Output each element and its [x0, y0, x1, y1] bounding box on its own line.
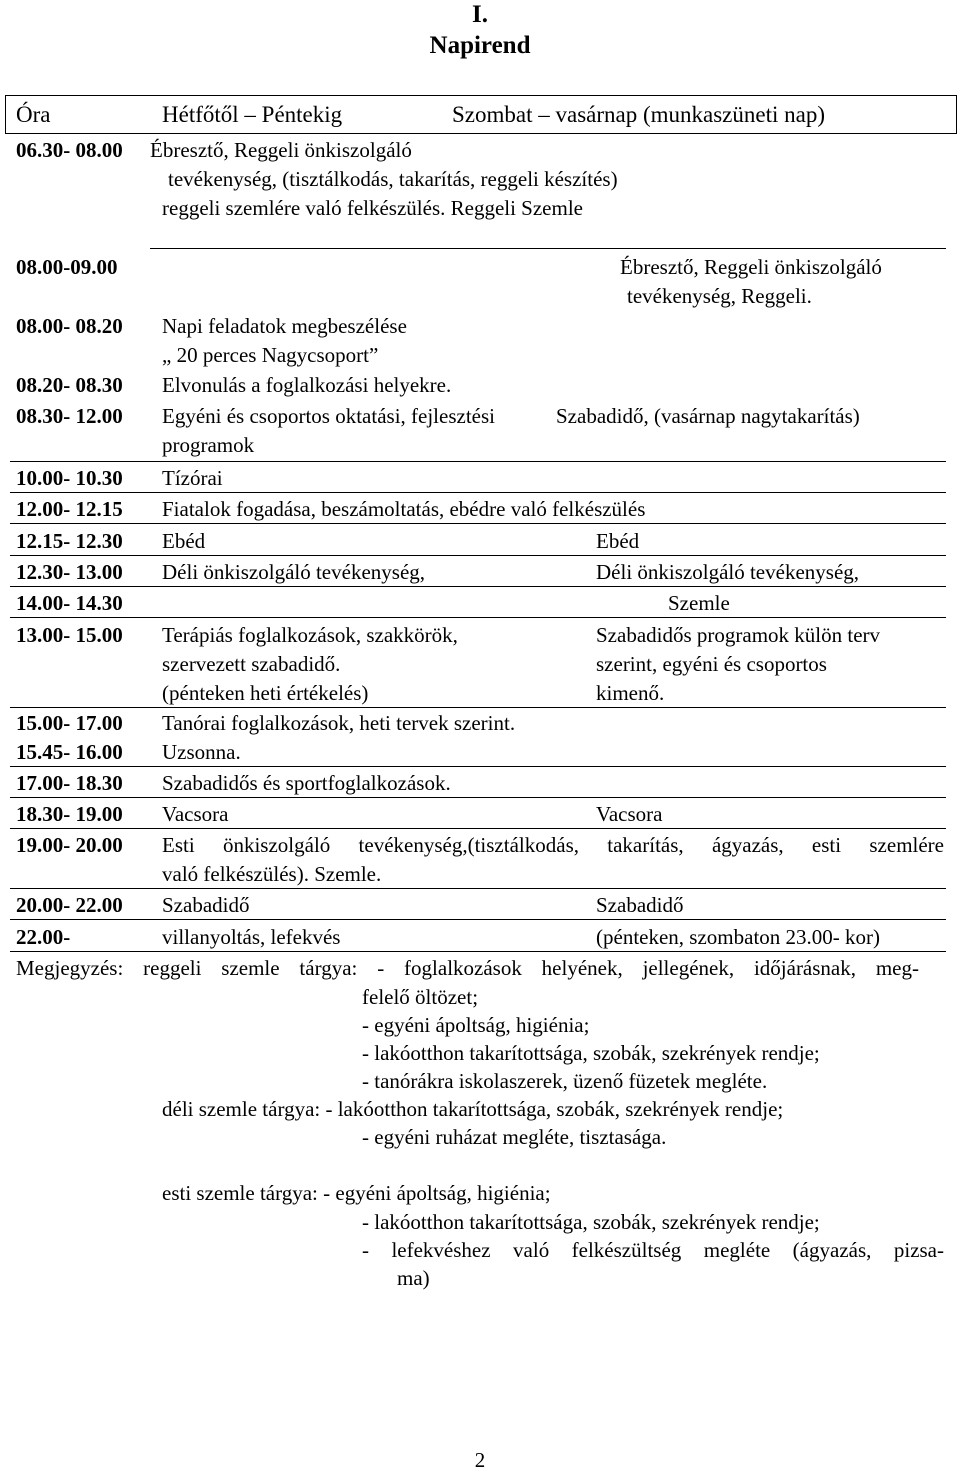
row-divider — [10, 523, 946, 524]
row-time: 20.00- 22.00 — [16, 893, 123, 917]
row-activity: való felkészülés). Szemle. — [162, 862, 382, 886]
row-activity: tevékenység, (tisztálkodás, takarítás, reggeli készítés) — [168, 167, 618, 191]
column-header-weekend: Szombat – vasárnap (munkaszüneti nap) — [452, 102, 825, 127]
row-time: 17.00- 18.30 — [16, 771, 123, 795]
row-weekend-activity: Szabadidős programok külön terv — [596, 623, 881, 647]
row-time: 08.00-09.00 — [16, 255, 118, 279]
row-divider — [10, 828, 946, 829]
row-weekend-activity: Szemle — [668, 591, 730, 615]
notes-line: - tanórákra iskolaszerek, üzenő füzetek megléte. — [362, 1069, 768, 1093]
row-activity: Szabadidő — [162, 893, 250, 917]
table-right-border — [956, 95, 957, 133]
row-divider — [10, 492, 946, 493]
notes-line: - lefekvéshez való felkészültség megléte (ágyazás, pizsa- — [362, 1238, 944, 1262]
notes-line: - lakóotthon takarítottsága, szobák, szekrények rendje; — [362, 1210, 820, 1234]
row-time: 18.30- 19.00 — [16, 802, 123, 826]
row-time: 14.00- 14.30 — [16, 591, 123, 615]
row-divider — [150, 248, 946, 249]
row-activity: villanyoltás, lefekvés — [162, 925, 341, 949]
row-weekend-activity: Szabadidő — [596, 893, 684, 917]
row-activity: Tanórai foglalkozások, heti tervek szerint. — [162, 711, 516, 735]
notes-line: - egyéni ápoltság, higiénia; — [362, 1013, 590, 1037]
row-weekend-activity: Szabadidő, (vasárnap nagytakarítás) — [556, 404, 860, 428]
row-weekend-activity: Vacsora — [596, 802, 663, 826]
column-header-time: Óra — [16, 102, 51, 127]
row-time: 15.45- 16.00 — [16, 740, 123, 764]
row-activity: Ebéd — [162, 529, 206, 553]
row-activity: Vacsora — [162, 802, 229, 826]
row-weekend-activity: kimenő. — [596, 681, 665, 705]
row-divider — [10, 951, 946, 952]
row-time: 15.00- 17.00 — [16, 711, 123, 735]
chapter-number: I. — [472, 1, 488, 28]
row-activity: Esti önkiszolgáló tevékenység,(tisztálkodás, takarítás, ágyazás, esti szemlére — [162, 833, 944, 857]
table-header-border — [5, 133, 957, 134]
row-time: 08.20- 08.30 — [16, 373, 123, 397]
row-time: 22.00- — [16, 925, 71, 949]
row-time: 12.00- 12.15 — [16, 497, 123, 521]
row-time: 08.30- 12.00 — [16, 404, 123, 428]
table-left-border — [5, 95, 6, 133]
row-divider — [10, 919, 946, 920]
notes-line: felelő öltözet; — [362, 985, 479, 1009]
row-divider — [10, 555, 946, 556]
row-activity: Szabadidős és sportfoglalkozások. — [162, 771, 451, 795]
notes-line: - egyéni ruházat megléte, tisztasága. — [362, 1125, 667, 1149]
row-time: 06.30- 08.00 — [16, 138, 123, 162]
notes-line: ma) — [397, 1266, 430, 1290]
notes-line: Megjegyzés: reggeli szemle tárgya: - foglalkozások helyének, jellegének, időjárásnak, meg- — [16, 956, 919, 980]
row-divider — [10, 461, 946, 462]
row-weekend-activity: Ébresztő, Reggeli önkiszolgáló — [620, 255, 882, 279]
row-divider — [10, 586, 946, 587]
row-activity: Egyéni és csoportos oktatási, fejlesztési — [162, 404, 495, 428]
row-divider — [10, 707, 946, 708]
row-activity: Ébresztő, Reggeli önkiszolgáló — [150, 138, 412, 162]
page-title: Napirend — [429, 32, 531, 59]
row-divider — [10, 617, 946, 618]
row-activity: Uzsonna. — [162, 740, 241, 764]
row-time: 12.15- 12.30 — [16, 529, 123, 553]
row-activity: Elvonulás a foglalkozási helyekre. — [162, 373, 452, 397]
row-activity: „ 20 perces Nagycsoport” — [162, 343, 379, 367]
row-time: 12.30- 13.00 — [16, 560, 123, 584]
row-time: 08.00- 08.20 — [16, 314, 123, 338]
row-time: 10.00- 10.30 — [16, 466, 123, 490]
row-time: 19.00- 20.00 — [16, 833, 123, 857]
row-activity: Tízórai — [162, 466, 223, 490]
row-divider — [10, 888, 946, 889]
row-activity: Déli önkiszolgáló tevékenység, — [162, 560, 426, 584]
row-divider — [10, 797, 946, 798]
notes-line: déli szemle tárgya: - lakóotthon takarítottsága, szobák, szekrények rendje; — [162, 1097, 784, 1121]
row-activity: Terápiás foglalkozások, szakkörök, — [162, 623, 458, 647]
row-divider — [10, 766, 946, 767]
row-weekend-activity: Déli önkiszolgáló tevékenység, — [596, 560, 860, 584]
row-time: 13.00- 15.00 — [16, 623, 123, 647]
row-weekend-activity: Ebéd — [596, 529, 640, 553]
row-activity: Fiatalok fogadása, beszámoltatás, ebédre való felkészülés — [162, 497, 646, 521]
row-weekend-activity: szerint, egyéni és csoportos — [596, 652, 827, 676]
row-activity: szervezett szabadidő. — [162, 652, 341, 676]
notes-line: - lakóotthon takarítottsága, szobák, szekrények rendje; — [362, 1041, 820, 1065]
row-weekend-activity: tevékenység, Reggeli. — [627, 284, 812, 308]
row-weekend-activity: (pénteken, szombaton 23.00- kor) — [596, 925, 881, 949]
row-activity: programok — [162, 433, 255, 457]
row-activity: reggeli szemlére való felkészülés. Reggeli Szemle — [162, 196, 583, 220]
page-number: 2 — [474, 1448, 486, 1472]
notes-line: esti szemle tárgya: - egyéni ápoltság, higiénia; — [162, 1181, 551, 1205]
row-activity: Napi feladatok megbeszélése — [162, 314, 407, 338]
table-top-border — [5, 95, 957, 96]
column-header-weekday: Hétfőtől – Péntekig — [162, 102, 343, 127]
row-activity: (pénteken heti értékelés) — [162, 681, 369, 705]
